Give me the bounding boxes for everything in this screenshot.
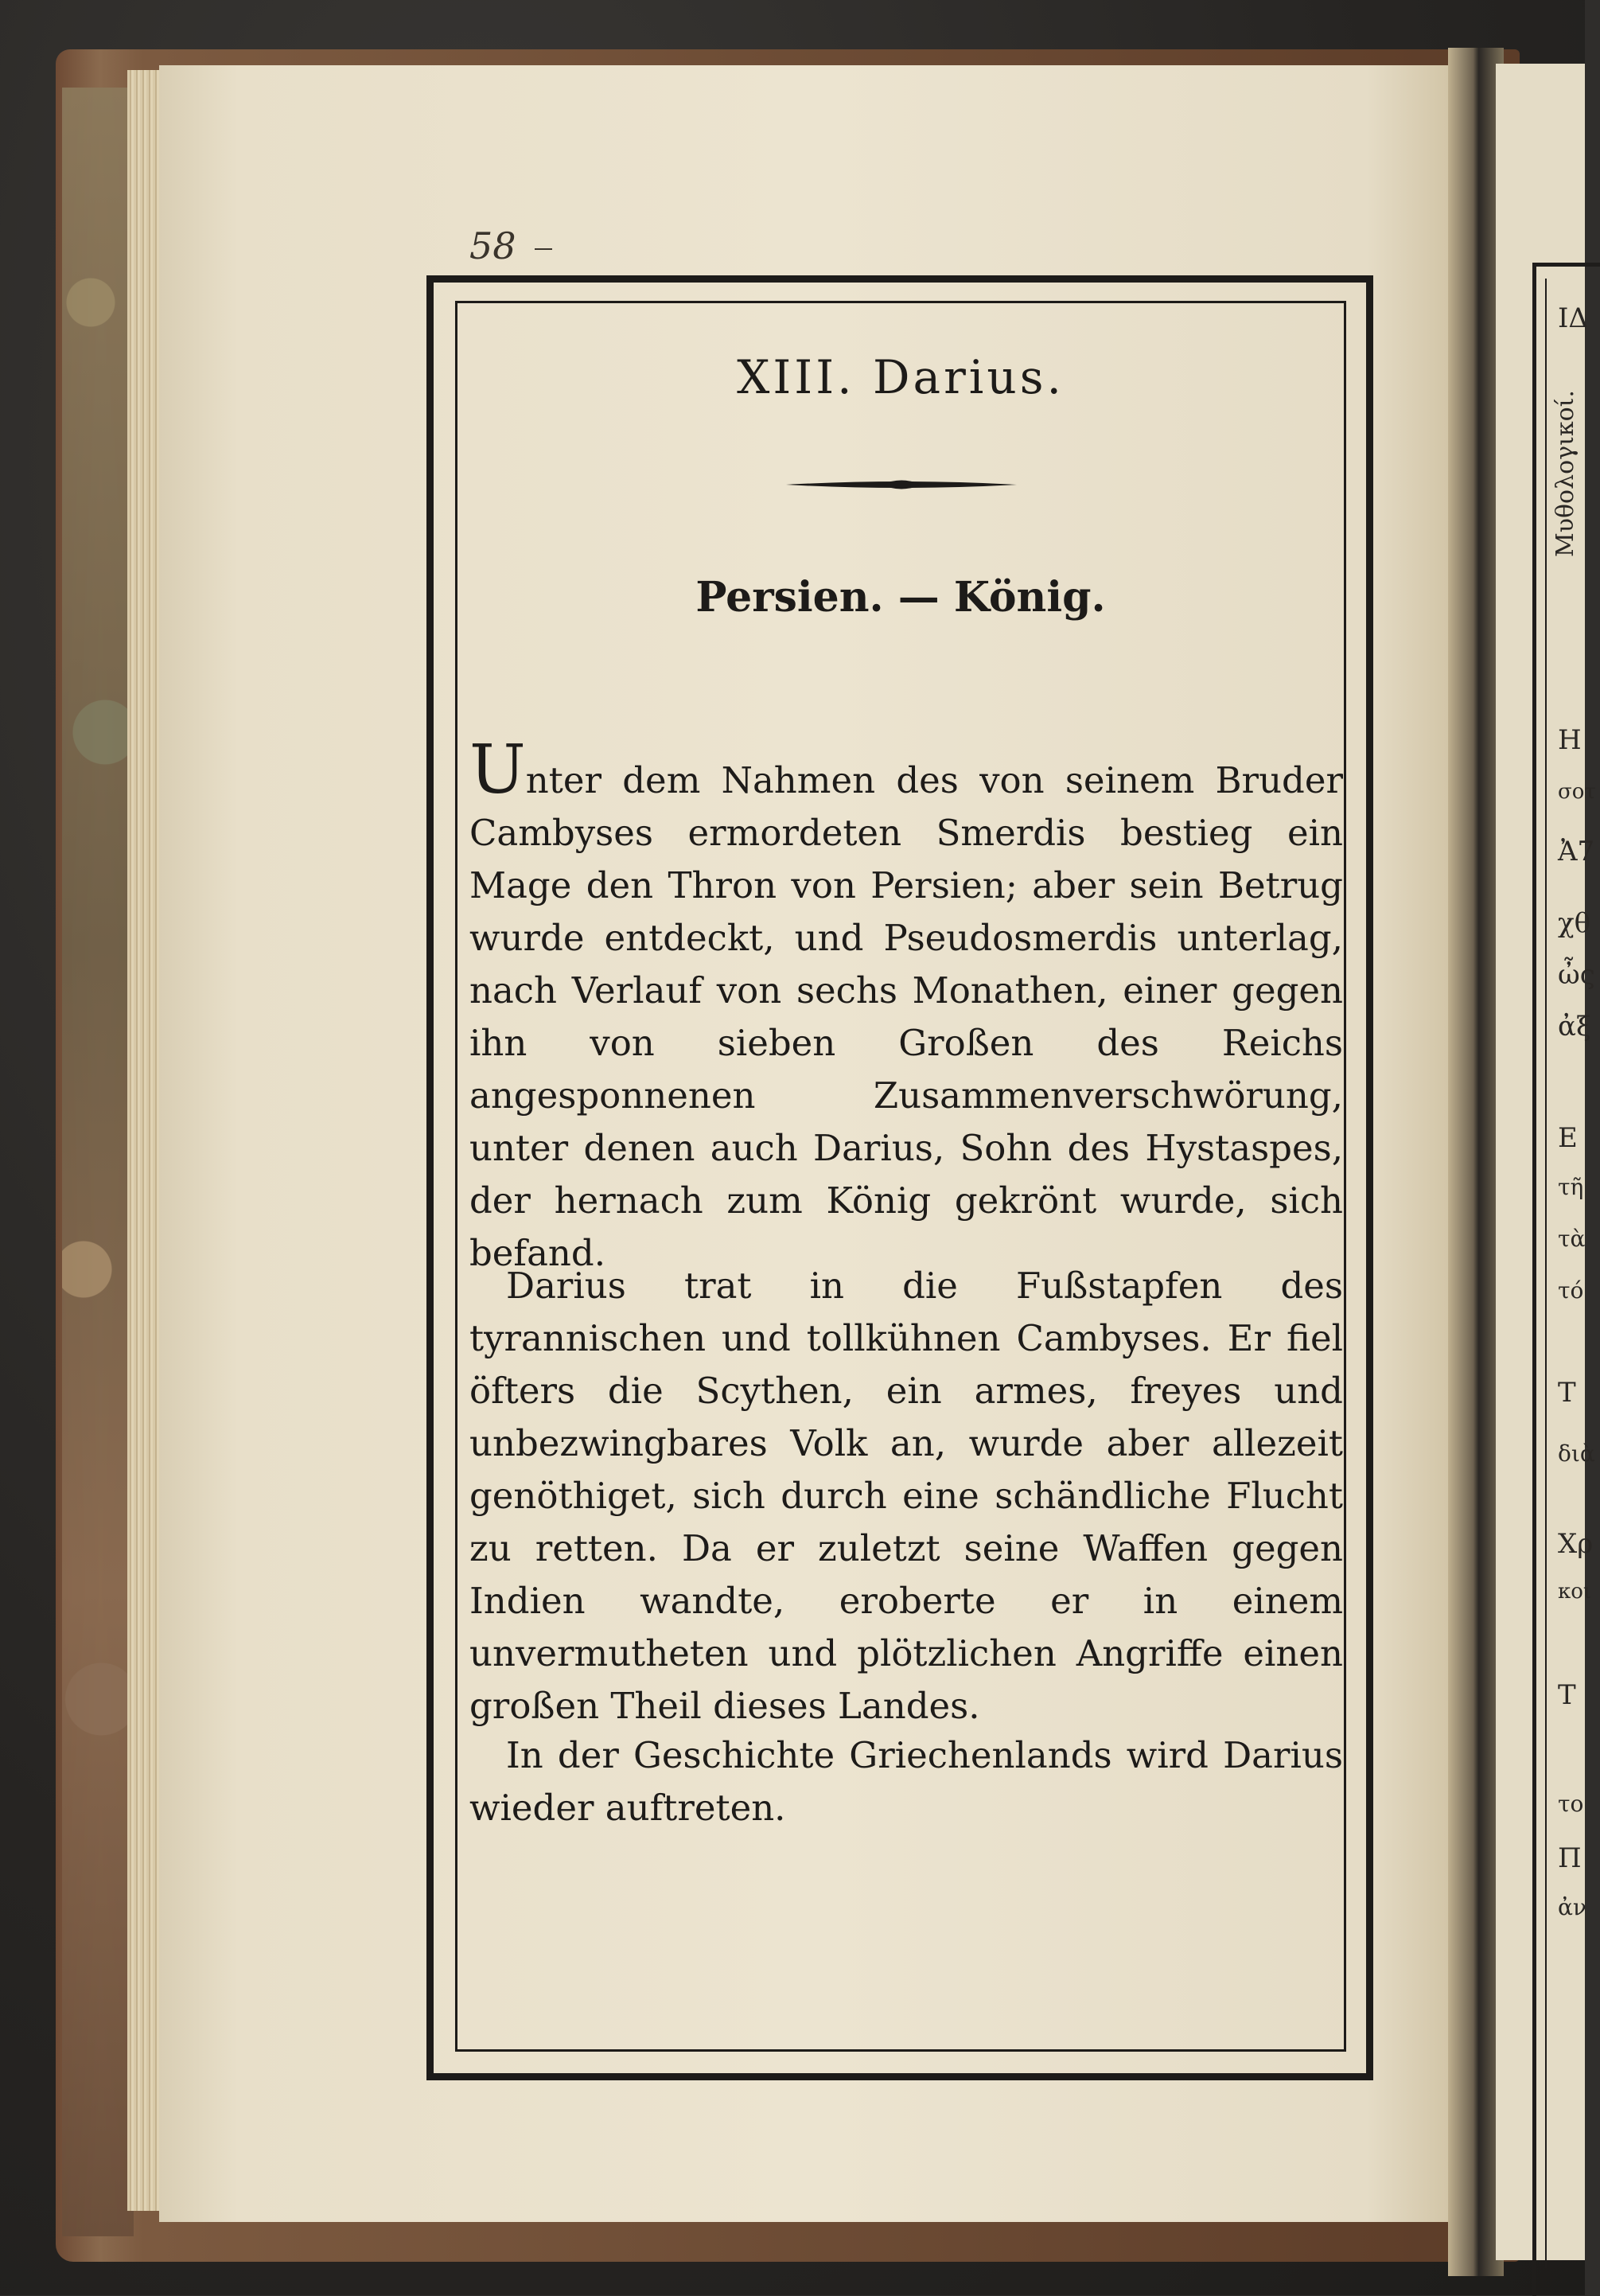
facing-fragment: Η: [1558, 724, 1582, 756]
facing-fragment: Χρ: [1558, 1528, 1594, 1560]
facing-fragment: ὦς: [1558, 959, 1595, 991]
facing-fragment: Ε: [1558, 1122, 1578, 1154]
chapter-title: XIII. Darius.: [737, 350, 1065, 404]
paragraph: Unter dem Nahmen des von seinem Bruder Cambyses ermordeten Smerdis bestieg ein Mage den Thron von Persien; aber sein Betrug wurde entdeckt, und Pseudosmerdis unterlag, nach Verlauf von sechs Monathen, einer gegen ihn von sieben Großen des Reichs angesponnenen Zusammenverschwörung, unter denen auch Darius, Sohn des Hystaspes, der hernach zum König gekrönt wurde, sich befand.: [469, 731, 1343, 1274]
facing-fragment: ἀξ: [1558, 1011, 1591, 1043]
marbled-board: [62, 88, 134, 2236]
facing-fragment: χθ: [1558, 907, 1591, 939]
facing-fragment: Ἀ7: [1558, 836, 1595, 867]
facing-fragment: τὰ: [1558, 1226, 1586, 1252]
paragraph: Darius trat in die Fußstapfen des tyrannischen und tollkühnen Cambyses. Er fiel öfters die Scythen, ein armes, freyes und unbezwingbares Volk an, wurde aber allezeit genöthiget, sich durch eine schändliche Flucht zu retten. Da er zuletzt seine Waffen gegen Indien wandte, eroberte er in einem unvermutheten und plötzlichen Angriffe einen großen Theil dieses Landes.: [469, 1265, 1343, 1727]
facing-fragment: Τ: [1558, 1679, 1576, 1711]
facing-page-inner-frame: [1545, 279, 1594, 2268]
facing-fragment: ΙΔ: [1558, 302, 1588, 334]
facing-fragment: τό: [1558, 1277, 1584, 1304]
facing-fragment: Π: [1558, 1842, 1582, 1874]
facing-page: [1496, 64, 1596, 2260]
page-number: 58: [469, 224, 516, 267]
facing-fragment: το: [1558, 1791, 1584, 1817]
title-ornament: [786, 476, 1017, 493]
paragraph: In der Geschichte Griechenlands wird Darius wieder auftreten.: [469, 1734, 1343, 1829]
facing-fragment: σοτ: [1558, 780, 1596, 804]
facing-fragment: διὰ: [1558, 1440, 1595, 1467]
facing-fragment: κοι: [1558, 1580, 1592, 1604]
chapter-subtitle: Persien. — König.: [695, 573, 1106, 622]
facing-fragment: τῆ: [1558, 1174, 1584, 1200]
facing-fragment: ἀν: [1558, 1894, 1586, 1920]
facing-fragment: Τ: [1558, 1377, 1576, 1409]
facing-fragment: Μυθολογικοί.: [1551, 390, 1579, 557]
